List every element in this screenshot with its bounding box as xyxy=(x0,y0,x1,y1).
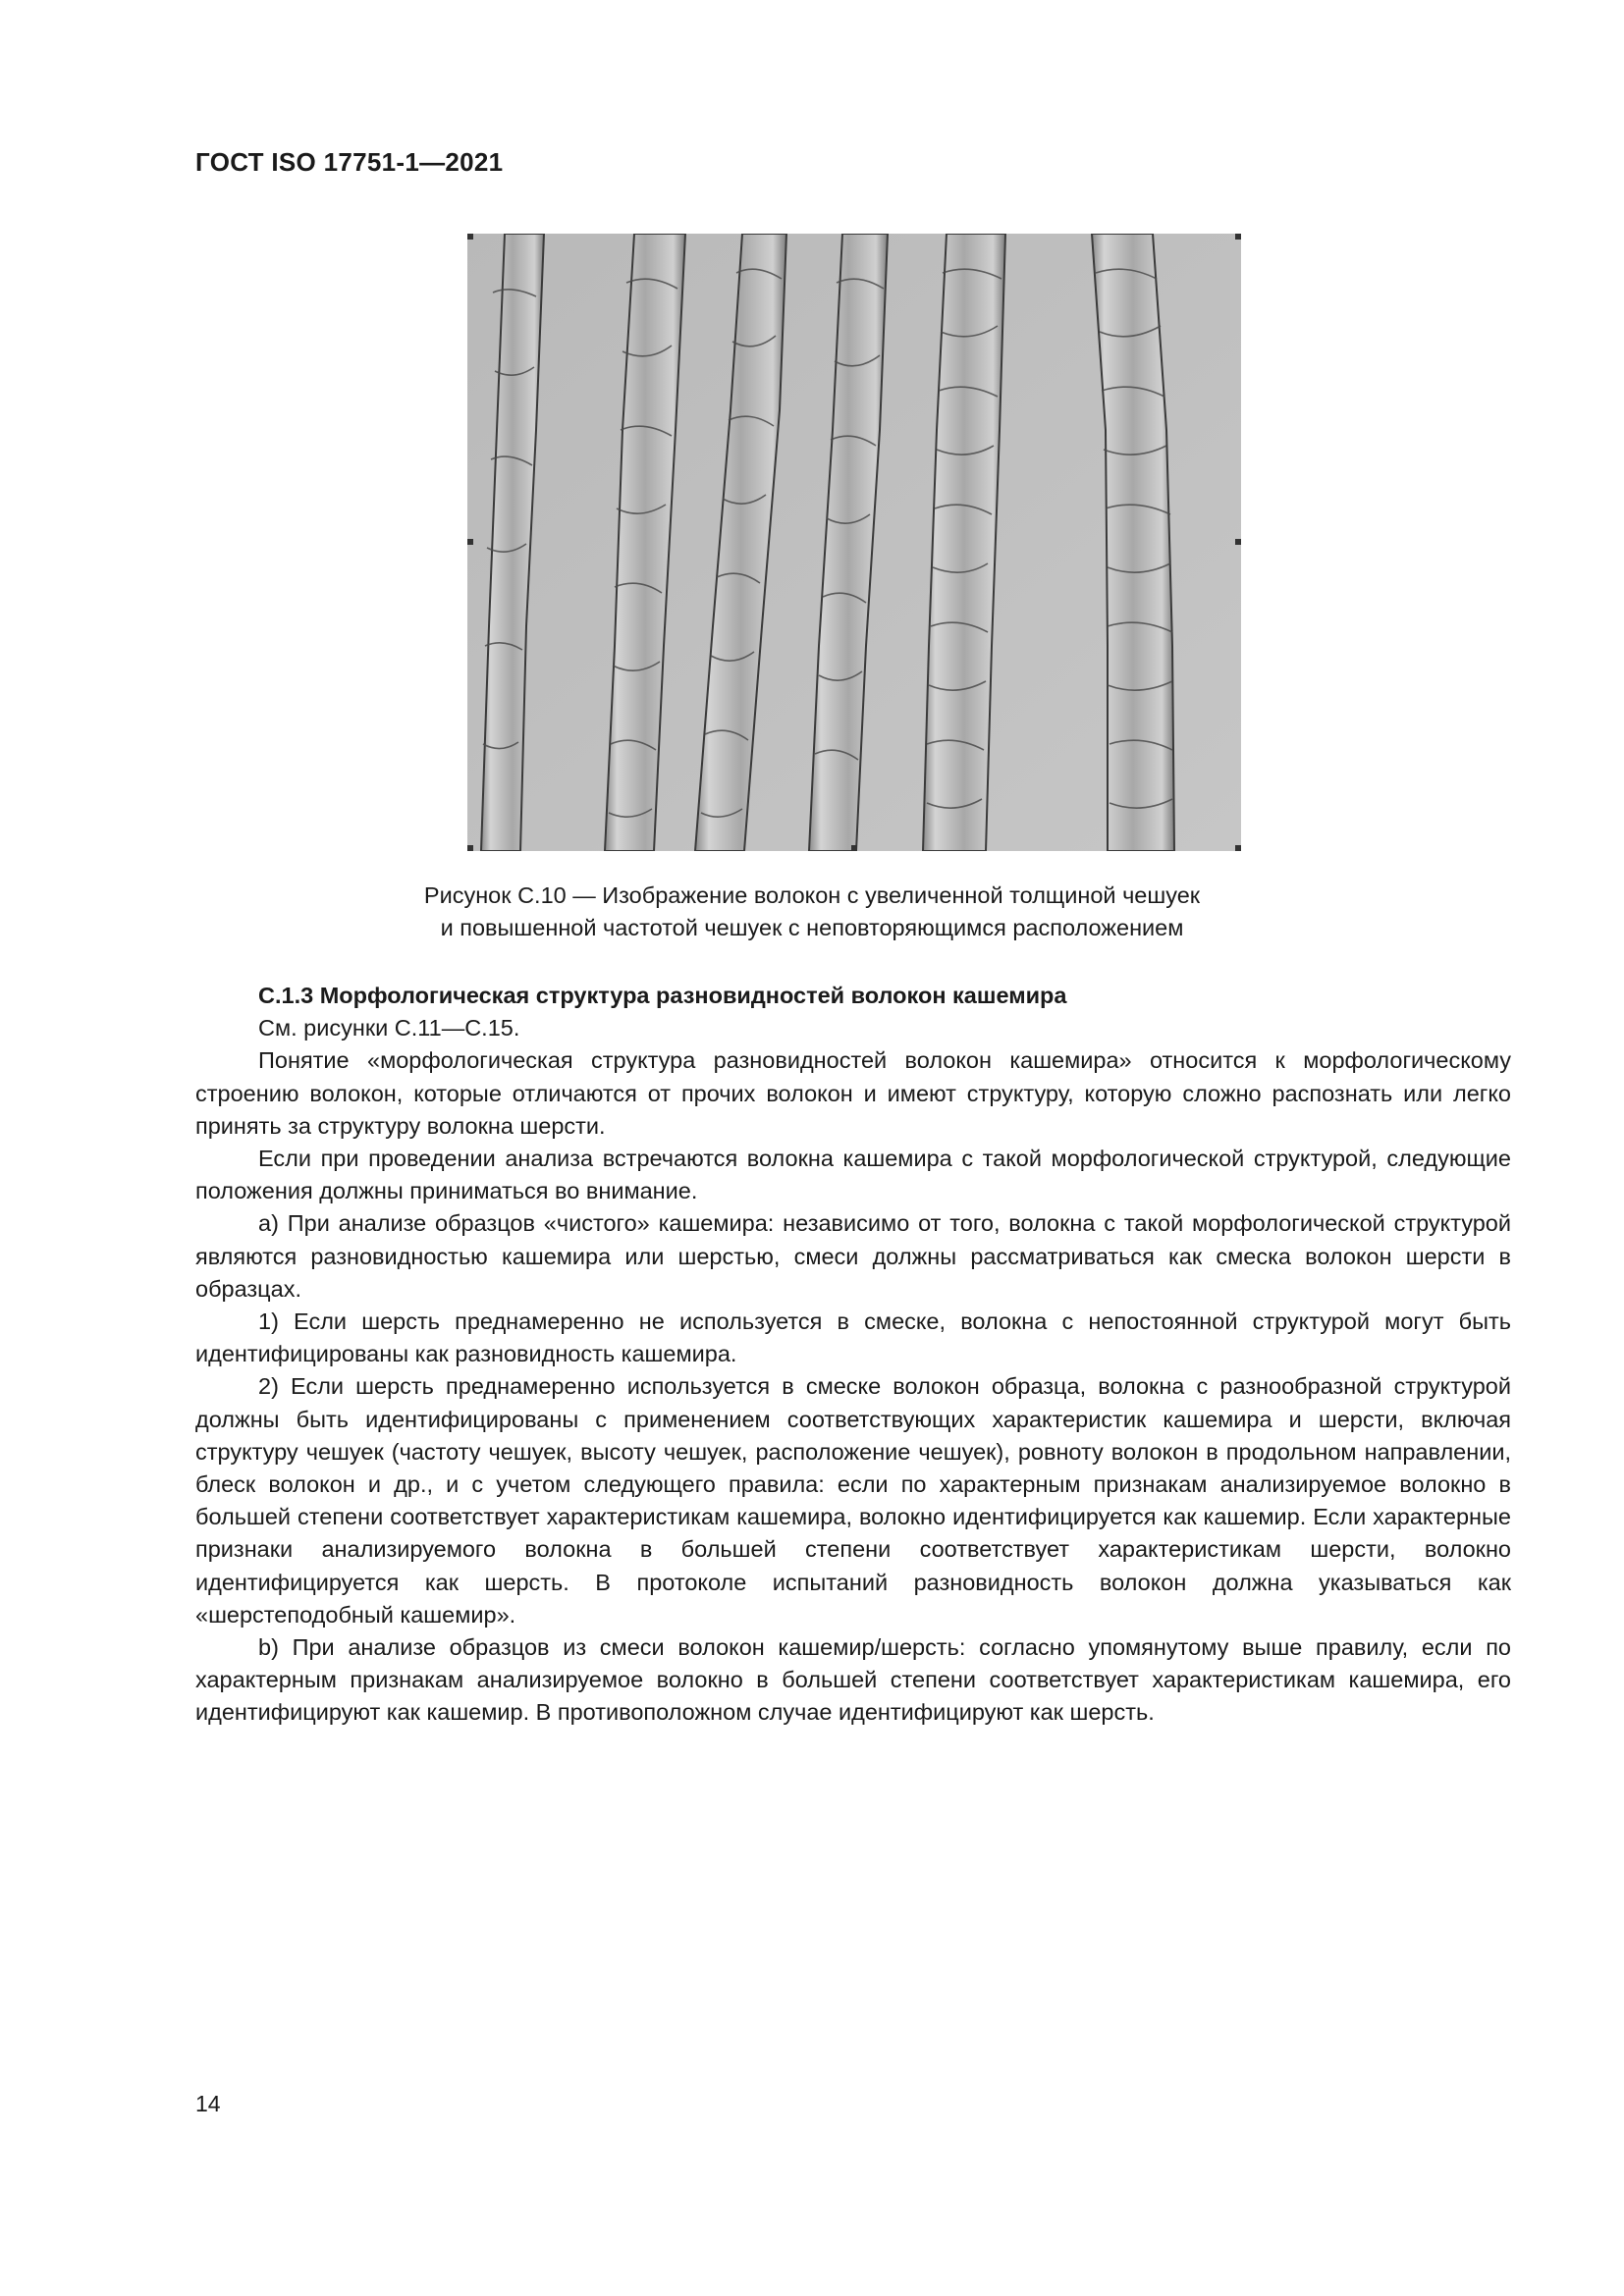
paragraph: См. рисунки C.11—C.15. xyxy=(258,1015,520,1041)
paragraph: a) При анализе образцов «чистого» кашемира: независимо от того, волокна с такой морфологической структурой являются разновидностью кашемира или шерстью, смеси должны рассматриваться как смеска волокон шерсти в образцах. xyxy=(195,1210,1511,1302)
document-header: ГОСТ ISO 17751-1—2021 xyxy=(195,147,504,177)
fiber-micrograph xyxy=(467,234,1241,851)
caption-line-2: и повышенной частотой чешуек с неповторяющимся расположением xyxy=(440,915,1184,940)
paragraph: b) При анализе образцов из смеси волокон кашемир/шерсть: согласно упомянутому выше правилу, если по характерным признакам анализируемое волокно в большей степени соответствует характеристикам кашемира, его идентифицируют как кашемир. В противоположном случае идентифицируют как шерсть. xyxy=(195,1634,1511,1726)
caption-line-1: Рисунок C.10 — Изображение волокон с увеличенной толщиной чешуек xyxy=(423,882,1201,908)
paragraph: Если при проведении анализа встречаются волокна кашемира с такой морфологической структурой, следующие положения должны приниматься во внимание. xyxy=(195,1146,1511,1204)
page-number: 14 xyxy=(195,2091,221,2116)
paragraph: Понятие «морфологическая структура разновидностей волокон кашемира» относится к морфологическому строению волокон, которые отличаются от прочих волокон и имеют структуру, которую сложно распознать или легко принять за структуру волокна шерсти. xyxy=(195,1047,1511,1139)
section-body xyxy=(195,980,1511,1730)
paragraph: 2) Если шерсть преднамеренно используется в смеске волокон образца, волокна с разнообразной структурой должны быть идентифицированы с применением соответствующих характеристик кашемира и шерсти, включая структуру чешуек (частоту чешуек, высоту чешуек, расположение чешуек), ровноту волокон в продольном направлении, блеск волокон и др., и с учетом следующего правила: если по характерным признакам анализируемое волокно в большей степени соответствует характеристикам кашемира, волокно идентифицируется как кашемир. Если характерные признаки анализируемого волокна в большей степени соответствует характеристикам шерсти, волокно идентифицируется как шерсть. В протоколе испытаний разновидность волокон должна указываться как «шерстеподобный кашемир». xyxy=(195,1373,1511,1628)
figure-caption xyxy=(334,880,1290,944)
section-heading: C.1.3 Морфологическая структура разновидностей волокон кашемира xyxy=(258,983,1067,1008)
paragraph: 1) Если шерсть преднамеренно не используется в смеске, волокна с непостоянной структурой могут быть идентифицированы как разновидность кашемира. xyxy=(195,1308,1511,1367)
